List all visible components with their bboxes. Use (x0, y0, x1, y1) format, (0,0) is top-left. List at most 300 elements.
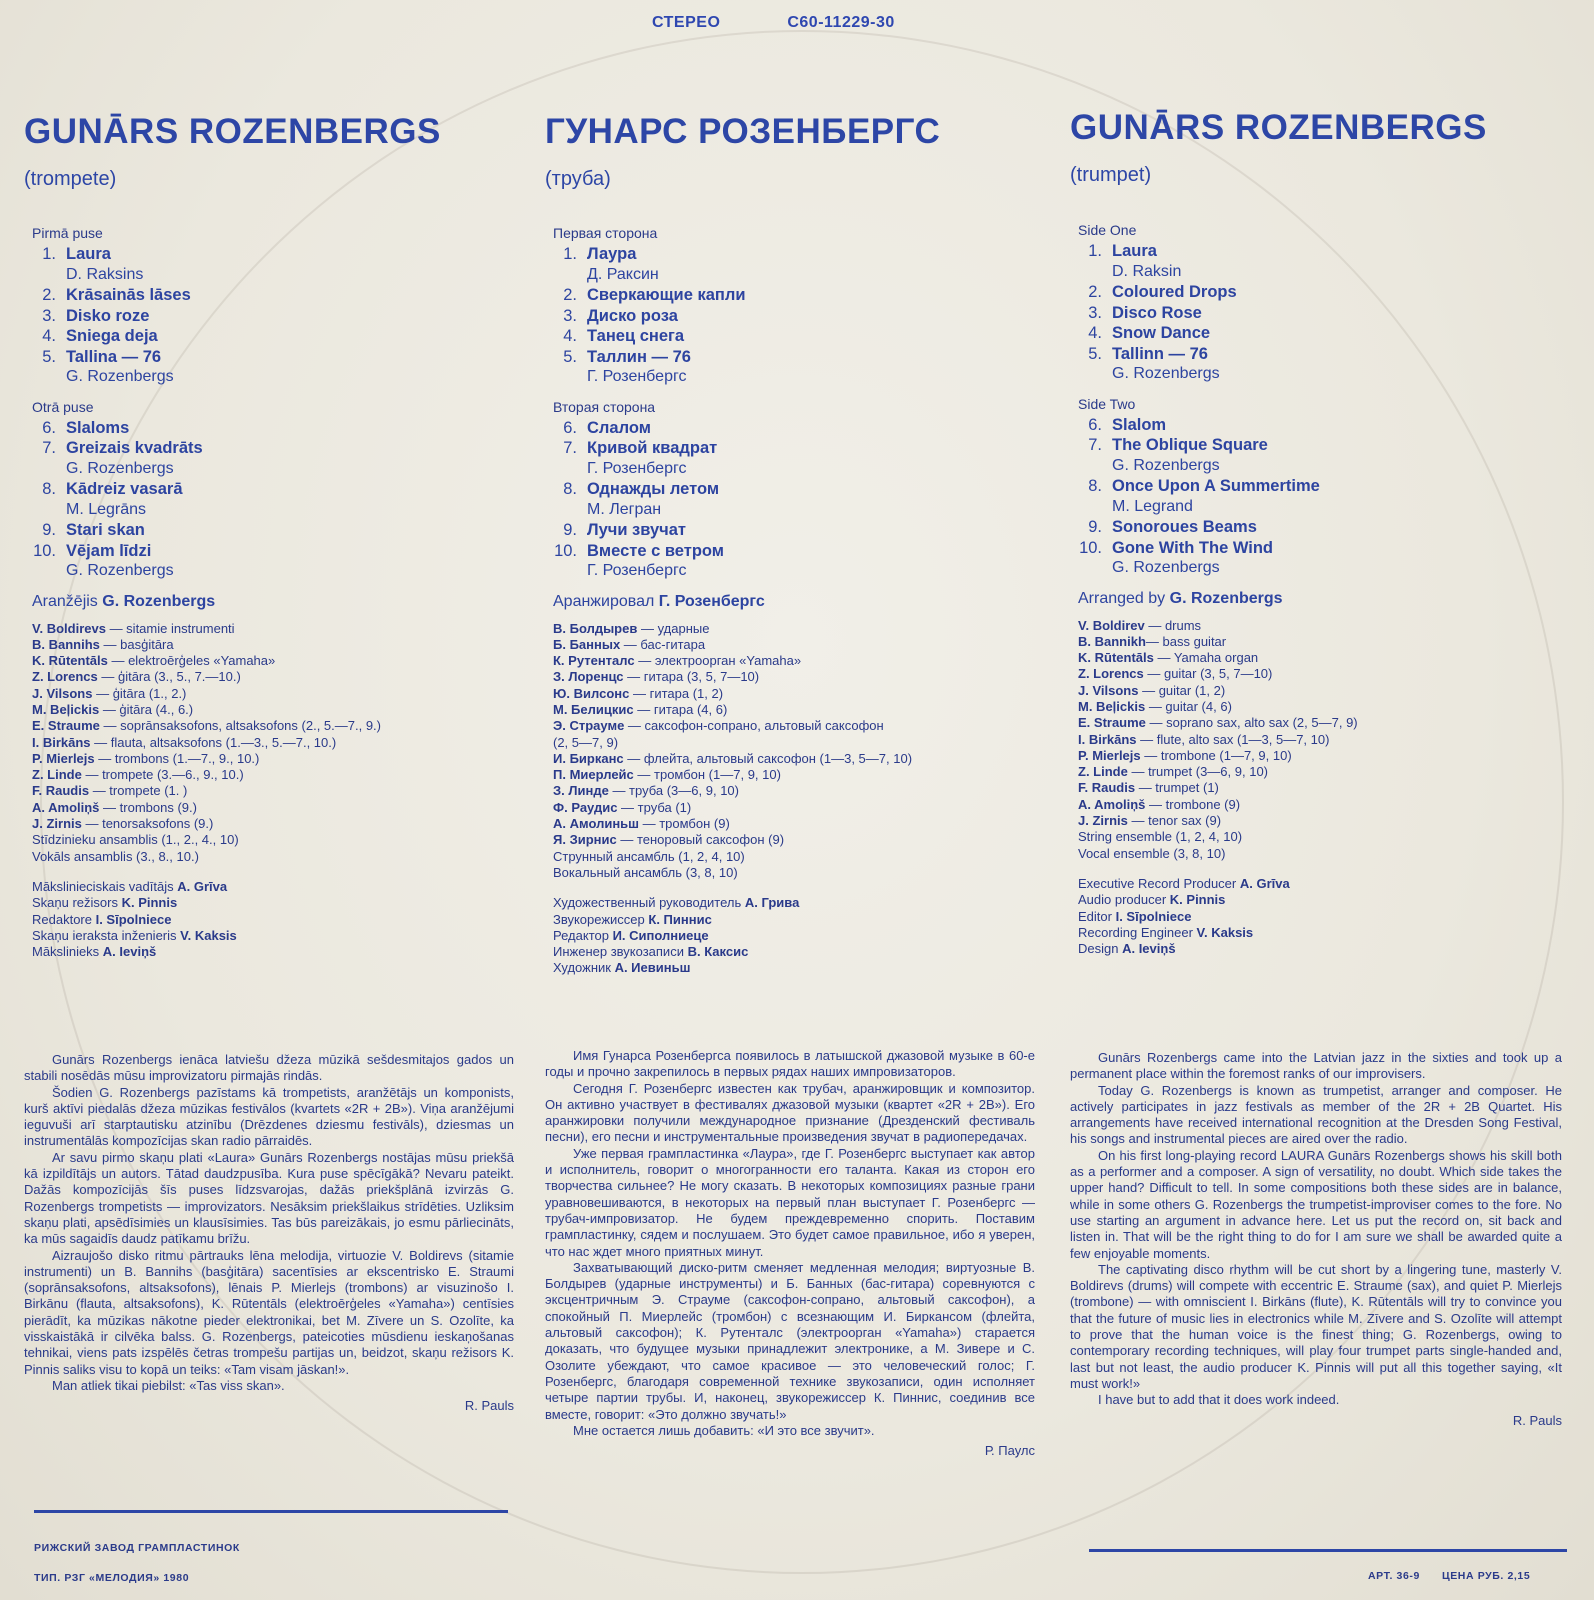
credit-entry (553, 960, 1045, 976)
musician-entry (32, 751, 524, 767)
track-item (545, 348, 1045, 369)
side-heading: Вторая сторона (553, 398, 656, 415)
notes-paragraph: Man atliek tikai piebilst: «Tas viss skan». (52, 1377, 285, 1393)
tracklist-block (1070, 222, 1570, 957)
musician-name: E. Straume (1078, 715, 1146, 731)
track-composer: Д. Раксин (587, 265, 659, 283)
musician-role: Vokāls ansamblis (3., 8., 10.) (32, 848, 199, 864)
notes-paragraph: Ar savu pirmo skaņu plati «Laura» Gunārs Rozenbergs nostājas mūsu priekšā kā izpildītājs un autors. Tātad daudzpusība. Kura puse spēcīgākā? Nevaru pateikt. Dažās kompozīcijās šīs puses līdzsvarojas, dažās priekšplānā izvirzās G. Rozenbergs trompetists — improvizators. Nesāksim priekšlaikus strīdēties. Uzliksim skaņu plati, apsēdīsimies un klausīsimies. Tas būs pareizākais, jo esmu pārliecināts, ka mūs sagaidīs daudz patīkamu brīžu. (24, 1149, 514, 1247)
musician-role: Струнный ансамбль (1, 2, 4, 10) (553, 848, 745, 864)
musician-name: Б. Банных (553, 636, 621, 652)
musician-entry (553, 702, 1045, 718)
credit-role: Design (1078, 941, 1123, 957)
side-heading: Side One (1078, 222, 1137, 238)
musician-entry (1078, 618, 1570, 634)
musician-entry (32, 816, 524, 832)
track-title: Gone With The Wind (1112, 538, 1274, 557)
artist-title: ГУНАРС РОЗЕНБЕРГС (545, 112, 941, 151)
musician-entry (553, 621, 1045, 637)
musician-role: — sitamie instrumenti (105, 620, 235, 636)
track-title: Tallina — 76 (66, 347, 162, 366)
musician-entry (1078, 829, 1570, 845)
track-title: Laura (66, 245, 111, 263)
track-number: 3. (42, 306, 56, 325)
track-item (545, 419, 1045, 440)
credit-entry (553, 912, 1045, 928)
arranged-by: Arranged by G. Rozenbergs (1078, 589, 1283, 607)
notes-paragraph: Сегодня Г. Розенбергс известен как трубач, аранжировщик и композитор. Он активно участвует в фестивалях джазовой музыки (квартет «2R + 2B»). Его аранжировки получили международное признание (Дрезденский фестиваль песни), его песни и инструментальные произведения звучат в радиопередачах. (545, 1080, 1035, 1145)
musician-entry (32, 637, 524, 653)
credit-role: Инженер звукозаписи (553, 944, 688, 960)
track-title: Лаура (587, 245, 637, 263)
musician-name: З. Линде (553, 783, 609, 799)
credits-list (32, 879, 524, 960)
track-title: The Oblique Square (1112, 436, 1268, 454)
credit-entry (553, 944, 1045, 960)
track-title: Sonoroues Beams (1112, 518, 1257, 536)
track-composer: G. Rozenbergs (66, 459, 174, 477)
track-item (1070, 345, 1570, 366)
credit-name: I. Sīpolniece (95, 911, 172, 927)
track-title: Laura (1112, 242, 1157, 260)
factory-name: РИЖСКИЙ ЗАВОД ГРАМПЛАСТИНОК (34, 1542, 240, 1554)
track-number: 4. (42, 327, 56, 345)
track-composer: G. Rozenbergs (1112, 456, 1220, 474)
credit-role: Recording Engineer (1078, 924, 1197, 940)
musician-name: J. Vilsons (32, 685, 93, 701)
track-title: Kādreiz vasarā (66, 480, 183, 498)
credit-name: I. Sīpolniece (1115, 908, 1192, 924)
musician-entry (32, 718, 524, 734)
musician-name: Ю. Вилсонс (553, 685, 630, 701)
musician-entry (1078, 732, 1570, 748)
arranged-by: Аранжировал Г. Розенбергс (553, 592, 765, 610)
track-title: Greizais kvadrāts (66, 439, 203, 457)
musician-role: — тромбон (1—7, 9, 10) (633, 767, 781, 783)
credit-entry (1078, 941, 1570, 957)
track-number: 8. (42, 480, 56, 498)
musician-role: — trombone (1—7, 9, 10) (1140, 747, 1292, 763)
musician-entry (553, 735, 1045, 751)
musician-name: P. Mierlejs (1078, 747, 1141, 763)
side-heading: Первая сторона (553, 225, 658, 241)
track-composer: М. Легран (587, 500, 662, 518)
track-composer: M. Legrāns (66, 500, 147, 518)
track-item (1070, 304, 1570, 325)
credit-role: Skaņu ieraksta inženieris (32, 927, 181, 943)
musician-role: — soprano sax, alto sax (2, 5—7, 9) (1145, 715, 1358, 731)
notes-paragraph: Today G. Rozenbergs is known as trumpetist, arranger and composer. He actively participates in jazz festivals as member of the 2R + 2B Quartet. His arrangements have received international recognition at the Dresden Song Festival, his songs and instrumental pieces are aired over the radio. (1070, 1082, 1562, 1147)
musician-entry (32, 735, 524, 751)
catalog-line (652, 14, 895, 32)
musician-name: Z. Lorencs (32, 669, 98, 685)
notes-paragraph: Aizraujošo disko ritmu pārtrauks lēna melodija, virtuozie V. Boldirevs (sitamie instrumenti) un B. Bannihs (basģitāra) sacentīsies ar ekscentrisko E. Straumi (soprānsaksofons, altsaksofons), lēnais P. Mierlejs (trombons) ar visuzinošo I. Birkānu (flauta, altsaksofons), K. Rūtentāls (elektroērģeles «Yamaha») centīsies pierādīt, ka mūzikas nākotne pieder elektronikai, bet M. Zīvere un S. Ozolīte, ka visskaistākā ir cilvēka balss. G. Rozenbergs, pateicoties mūsdienu ieskaņošanas tehnikai, viens pats izspēlēs četras trompešu partijas un, beidzot, skaņu režisors K. Pinnis saliks visu to kopā un teiks: «Tam visam jāskan!». (24, 1247, 514, 1377)
musician-name: P. Mierlejs (32, 750, 95, 766)
notes-paragraph: Gunārs Rozenbergs ienāca latviešu džeza mūzikā sešdesmitajos gados un stabili nosēdās mūsu improvizatoru pirmajās rindās. (24, 1052, 514, 1084)
musician-role: — basģitāra (99, 636, 174, 652)
track-title: Tallinn — 76 (1112, 344, 1208, 363)
track-number: 5. (563, 347, 577, 366)
notes-paragraph: Захватывающий диско-ритм сменяет медленная мелодия; виртуозные В. Болдырев (ударные инструменты) и Б. Банных (бас-гитара) соревнуются с эксцентричным Э. Страуме (саксофон-сопрано, альтовый саксофон), а спокойный П. Миерлейс (тромбон) с всезнающим И. Биркансом (флейта, альтовый саксофон); К. Рутенталс (электроорган «Yamaha») старается доказать, что будущее музыки принадлежит электронике, а М. Зивере и С. Озолите убеждают, что самое красивое — это человеческий голос; Г. Розенбергс, благодаря современной технике звукозаписи, один исполняет четыре партии трубы. И, наконец, звукорежиссер К. Пиннис, соединив все вместе, говорит: «Это должно звучать!» (545, 1259, 1035, 1422)
track-item (545, 521, 1045, 542)
musician-name: Z. Lorencs (1078, 666, 1144, 682)
musician-entry (1078, 666, 1570, 682)
side-heading: Side Two (1078, 395, 1136, 412)
track-composer: D. Raksin (1112, 262, 1182, 280)
track-title: Кривой квадрат (587, 439, 718, 457)
credit-entry (32, 928, 524, 944)
track-title: Snow Dance (1112, 324, 1211, 342)
credit-role: Звукорежиссер (553, 911, 649, 927)
musician-entry (32, 686, 524, 702)
musician-name: Ф. Раудис (553, 799, 618, 815)
credit-entry (1078, 876, 1570, 892)
musician-role: — гитара (1, 2) (629, 685, 724, 701)
musician-role: — bass guitar (1145, 633, 1227, 649)
musician-role: String ensemble (1, 2, 4, 10) (1078, 829, 1243, 845)
track-item (1070, 242, 1570, 263)
instrument-subtitle: (труба) (545, 168, 611, 190)
musician-entry (1078, 715, 1570, 731)
musician-entry (553, 637, 1045, 653)
track-composer: G. Rozenbergs (1112, 365, 1220, 382)
musician-name: E. Straume (32, 718, 100, 734)
track-title: Coloured Drops (1112, 283, 1237, 301)
track-item (545, 286, 1045, 307)
side-heading: Otrā puse (32, 398, 94, 415)
musician-name: М. Белицкис (553, 701, 634, 717)
musician-role: Вокальный ансамбль (3, 8, 10) (553, 864, 738, 880)
track-title: Stari skan (66, 521, 145, 539)
track-number: 7. (563, 439, 577, 457)
musician-name: Z. Linde (1078, 764, 1128, 780)
musician-entry (1078, 699, 1570, 715)
printer-line: ТИП. РЗГ «МЕЛОДИЯ» 1980 (34, 1572, 190, 1584)
credit-name: А. Грива (744, 895, 800, 911)
notes-paragraph: Gunārs Rozenbergs came into the Latvian jazz in the sixties and took up a permanent place within the foremost ranks of our improvisers. (1070, 1050, 1562, 1082)
musician-role: — elektroērģeles «Yamaha» (107, 653, 276, 669)
musician-entry (32, 783, 524, 799)
credit-role: Редактор (553, 927, 613, 943)
tracklist-side1 (1070, 242, 1570, 386)
musician-name: J. Vilsons (1078, 682, 1139, 698)
track-title: Once Upon A Summertime (1112, 477, 1320, 495)
track-title: Сверкающие капли (587, 286, 746, 304)
instrument-subtitle: (trompete) (24, 168, 117, 190)
credit-role: Skaņu režisors (32, 895, 122, 911)
track-title: Disko roze (66, 306, 150, 325)
stereo-label: СТЕРЕО (652, 14, 721, 31)
notes-paragraph: Уже первая грампластинка «Лаура», где Г. Розенбергс выступает как автор и исполнитель, говорит о многогранности его таланта. Какая из сторон его творчества сильнее? Не могу сказать. В некоторых композициях разные грани уравновешиваются, в некоторых на первый план выступает Г. Розенбергс — трубач-импровизатор. Не будем преждевременно спорить. Поставим грампластинку, сядем и послушаем. Это будет самое правильное, ибо я уверен, что нас ждет много приятных минут. (545, 1145, 1035, 1259)
tracklist-side1 (545, 245, 1045, 389)
musician-entry (553, 669, 1045, 685)
track-title: Однажды летом (587, 480, 720, 498)
notes-signature: R. Pauls (464, 1398, 514, 1414)
liner-notes (24, 1052, 514, 1415)
credit-entry (32, 912, 524, 928)
musicians-list (553, 621, 1045, 882)
musician-name: Я. Зирнис (553, 832, 617, 848)
musician-entry (1078, 797, 1570, 813)
musician-entry (553, 816, 1045, 832)
musician-role: Stīdzinieku ansamblis (1., 2., 4., 10) (32, 832, 239, 848)
track-title: Лучи звучат (587, 521, 687, 539)
track-number: 1. (42, 245, 56, 263)
track-number: 2. (563, 286, 577, 304)
track-item (545, 480, 1045, 501)
musician-name: I. Birkāns (1078, 731, 1137, 747)
track-number: 4. (1088, 324, 1102, 342)
notes-paragraph: The captivating disco rhythm will be cut short by a lingering tune, masterly V. Boldirevs (drums) will compete with eccentric E. Straume (sax), and quiet P. Mierlejs (trombone) — with omniscient I. Birkāns (flute), K. Rūtentāls will try to convince you that the future of music lies in electronics while M. Zīvere and S. Ozolīte will attempt to prove that the human voice is the finest thing; G. Rozenbergs, owing to contemporary recording techniques, will play four trumpet parts single-handed and, last but not least, the audio producer K. Pinnis will put all this together saying, «It must work!» (1070, 1261, 1562, 1391)
track-number: 3. (563, 306, 577, 325)
track-item (1070, 283, 1570, 304)
notes-paragraph: On his first long-playing record LAURA Gunārs Rozenbergs shows his skill both as a performer and a composer. A sign of versatility, no doubt. Which side takes the upper hand? Difficult to tell. In some compositions both these sides are in balance, while in some others G. Rozenbergs the trumpetist-improviser comes to the fore. No use starting an argument in advance here. Let us put the record on, sit back and listen in. That will be the right thing to do for I am sure we shall be awarded quite a few enjoyable moments. (1070, 1147, 1562, 1261)
musician-entry (553, 800, 1045, 816)
musician-entry (553, 767, 1045, 783)
track-number: 2. (1088, 283, 1102, 301)
musician-role: — бас-гитара (620, 636, 706, 652)
musician-name: B. Bannikh (1078, 633, 1146, 649)
credit-entry (32, 879, 524, 895)
musician-entry (1078, 764, 1570, 780)
track-number: 2. (42, 286, 56, 304)
musician-role: — trombons (9.) (99, 799, 197, 815)
musician-role: — flauta, altsaksofons (1.—3., 5.—7., 10.) (90, 734, 337, 750)
musician-name: V. Boldirevs (32, 620, 106, 636)
musician-entry (32, 669, 524, 685)
liner-notes (1070, 1050, 1562, 1429)
credit-name: A. Grīva (177, 878, 228, 894)
musician-role: — ģitāra (1., 2.) (92, 685, 187, 701)
musician-role: — труба (3—6, 9, 10) (608, 783, 739, 799)
credit-role: Художник (553, 960, 615, 976)
musician-entry (32, 653, 524, 669)
track-item (24, 327, 524, 348)
musician-name: F. Raudis (32, 783, 90, 799)
musician-name: Z. Linde (32, 767, 82, 783)
musician-role: — trombone (9) (1145, 796, 1241, 812)
musician-role: (2, 5—7, 9) (553, 734, 619, 750)
musician-entry (1078, 683, 1570, 699)
credit-entry (1078, 925, 1570, 941)
track-composer: G. Rozenbergs (66, 562, 174, 579)
musician-role: — электроорган «Yamaha» (634, 653, 802, 669)
musician-role: — саксофон-сопрано, альтовый саксофон (624, 718, 884, 734)
musician-entry (553, 849, 1045, 865)
track-title: Таллин — 76 (587, 347, 691, 366)
musician-name: M. Beļickis (32, 701, 100, 717)
track-item (1070, 518, 1570, 539)
musician-entry (1078, 748, 1570, 764)
musician-entry (1078, 813, 1570, 829)
credit-entry (32, 895, 524, 911)
musician-name: Э. Страуме (553, 718, 625, 734)
tracklist-side2 (24, 419, 524, 583)
musician-role: — теноровый саксофон (9) (616, 832, 785, 848)
track-item (24, 521, 524, 542)
credit-name: V. Kaksis (180, 927, 237, 943)
notes-signature: R. Pauls (1512, 1412, 1562, 1428)
musician-entry (32, 767, 524, 783)
musician-entry (553, 751, 1045, 767)
track-title: Слалом (587, 418, 651, 437)
track-composer: Г. Розенбергс (587, 368, 687, 385)
musician-role: — ударные (637, 620, 710, 636)
musician-role: — drums (1144, 617, 1202, 633)
track-item (1070, 539, 1570, 560)
musician-entry (1078, 780, 1570, 796)
track-title: Диско роза (587, 306, 678, 325)
musician-entry (1078, 650, 1570, 666)
track-item (545, 327, 1045, 348)
credit-name: A. Grīva (1239, 875, 1290, 891)
musician-role: — флейта, альтовый саксофон (1—3, 5—7, 10) (623, 750, 913, 766)
track-number: 10. (1079, 538, 1102, 557)
artist-title: GUNĀRS ROZENBERGS (1070, 108, 1487, 147)
musician-role: — гитара (4, 6) (633, 701, 728, 717)
tracklist-side1 (24, 245, 524, 389)
musician-entry (32, 849, 524, 865)
musician-role: — тромбон (9) (639, 816, 730, 832)
track-title: Vējam līdzi (66, 541, 152, 560)
track-item (1070, 416, 1570, 437)
credit-entry (553, 928, 1045, 944)
credit-entry (1078, 892, 1570, 908)
musician-role: — guitar (3, 5, 7—10) (1143, 666, 1273, 682)
track-number: 4. (563, 327, 577, 345)
track-item (1070, 436, 1570, 457)
musician-name: B. Bannihs (32, 636, 100, 652)
musician-name: M. Beļickis (1078, 698, 1146, 714)
musician-name: А. Амолиньш (553, 816, 639, 832)
notes-paragraph: I have but to add that it does work indeed. (1098, 1392, 1340, 1408)
credit-entry (1078, 909, 1570, 925)
track-number: 5. (42, 347, 56, 366)
musician-name: K. Rūtentāls (32, 653, 108, 669)
notes-paragraph: Šodien G. Rozenbergs pazīstams kā trompetists, aranžētājs un komponists, kurš aktīvi piedalās džeza mūzikas festivālos (kvartets «2R + 2B»). Viņa aranžējumi ieguvuši arī starptautisku atzinību (Drēzdenes dziesmu festivāls), dziesmas un instrumentālās kompozīcijas skan radio pārraidēs. (24, 1084, 514, 1149)
credit-role: Художественный руководитель (553, 895, 745, 911)
credit-name: A. Ieviņš (1122, 941, 1176, 957)
track-title: Sniega deja (66, 327, 158, 345)
musician-role: — trumpet (1) (1135, 780, 1219, 796)
track-title: Disco Rose (1112, 303, 1202, 322)
track-item (545, 307, 1045, 328)
musician-name: J. Zirnis (1078, 813, 1128, 829)
track-number: 1. (1088, 242, 1102, 260)
credit-role: Editor (1078, 908, 1116, 924)
track-number: 9. (42, 521, 56, 539)
liner-notes (545, 1048, 1035, 1459)
musician-name: В. Болдырев (553, 620, 638, 636)
musician-name: V. Boldirev (1078, 617, 1145, 633)
track-number: 8. (1088, 477, 1102, 495)
track-title: Slaloms (66, 418, 130, 437)
musician-name: J. Zirnis (32, 816, 82, 832)
musician-role: — soprānsaksofons, altsaksofons (2., 5.—7., 9.) (99, 718, 381, 734)
track-item (1070, 477, 1570, 498)
track-title: Танец снега (587, 327, 685, 345)
notes-paragraph: Мне остается лишь добавить: «И это все звучит». (573, 1422, 875, 1438)
musician-role: — ģitāra (4., 6.) (99, 701, 194, 717)
track-number: 1. (563, 245, 577, 263)
credit-role: Mākslinieks (32, 944, 103, 960)
musician-entry (32, 800, 524, 816)
musician-entry (1078, 634, 1570, 650)
track-composer: Г. Розенбергс (587, 562, 687, 579)
credit-role: Mākslinieciskais vadītājs (32, 878, 178, 894)
track-item (24, 245, 524, 266)
track-item (24, 348, 524, 369)
musician-entry (553, 718, 1045, 734)
credit-name: И. Сиполниеце (612, 927, 709, 943)
musician-entry (553, 832, 1045, 848)
track-number: 7. (1088, 436, 1102, 454)
track-number: 8. (563, 480, 577, 498)
track-number: 3. (1088, 303, 1102, 322)
musician-name: З. Лоренцс (553, 669, 624, 685)
musician-role: — гитара (3, 5, 7—10) (623, 669, 760, 685)
track-composer: G. Rozenbergs (66, 368, 174, 385)
musician-entry (553, 686, 1045, 702)
track-number: 6. (563, 418, 577, 437)
musician-role: — ģitāra (3., 5., 7.—10.) (97, 669, 241, 685)
musician-name: A. Amoliņš (32, 799, 100, 815)
tracklist-block (24, 225, 524, 960)
credit-name: В. Каксис (687, 944, 749, 960)
instrument-subtitle: (trumpet) (1070, 164, 1152, 186)
credit-role: Executive Record Producer (1078, 875, 1240, 891)
track-number: 10. (33, 541, 56, 560)
credit-name: K. Pinnis (121, 895, 178, 911)
divider-rule (34, 1510, 508, 1513)
musician-entry (32, 832, 524, 848)
track-number: 7. (42, 439, 56, 457)
track-number: 10. (554, 541, 577, 560)
track-composer: M. Legrand (1112, 497, 1193, 515)
musician-role: — guitar (1, 2) (1138, 682, 1226, 698)
artist-title: GUNĀRS ROZENBERGS (24, 112, 441, 151)
track-item (545, 542, 1045, 563)
track-composer: Г. Розенбергс (587, 459, 687, 477)
musician-role: — guitar (4, 6) (1145, 698, 1232, 714)
musician-role: — труба (1) (617, 799, 692, 815)
musician-entry (553, 865, 1045, 881)
credit-name: V. Kaksis (1196, 924, 1254, 940)
track-item (24, 286, 524, 307)
tracklist-block (545, 225, 1045, 977)
track-item (24, 480, 524, 501)
track-item (24, 542, 524, 563)
musician-role: — trompete (3.—6., 9., 10.) (81, 767, 244, 783)
musician-name: П. Миерлейс (553, 767, 634, 783)
credit-name: А. Иевиньш (614, 960, 691, 976)
credit-role: Audio producer (1078, 892, 1170, 908)
musician-role: — tenorsaksofons (9.) (81, 816, 214, 832)
musician-entry (32, 621, 524, 637)
track-item (545, 439, 1045, 460)
credit-name: K. Pinnis (1169, 892, 1226, 908)
musician-name: K. Rūtentāls (1078, 650, 1154, 666)
track-item (1070, 324, 1570, 345)
musician-entry (553, 653, 1045, 669)
credit-role: Redaktore (32, 911, 96, 927)
track-composer: D. Raksins (66, 265, 144, 283)
price-line: АРТ. 36-9 ЦЕНА РУБ. 2,15 (1368, 1570, 1531, 1582)
track-number: 9. (1088, 518, 1102, 536)
track-title: Вместе с ветром (587, 541, 724, 560)
track-number: 6. (42, 418, 56, 437)
musician-role: — flute, alto sax (1—3, 5—7, 10) (1136, 731, 1330, 747)
